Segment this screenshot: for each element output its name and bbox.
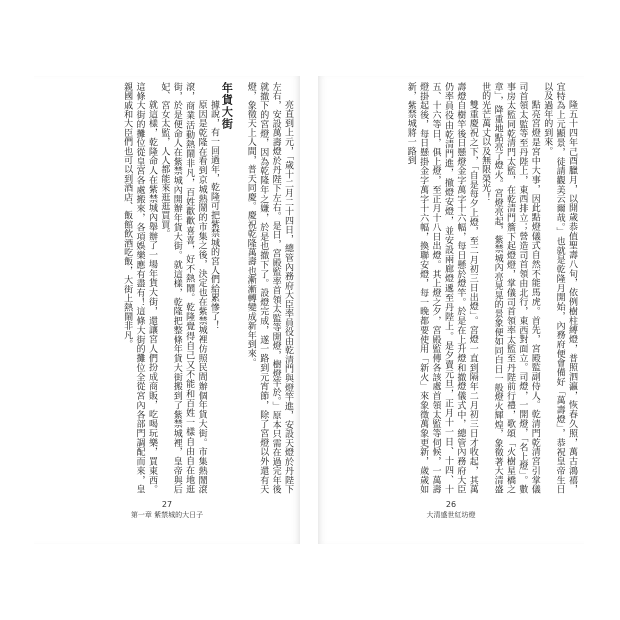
paragraph: 點亮宮燈是宮中大事，因此點燈儀式自然不能馬虎。首先，宮殿監副侍人。乾清門乾清宮引掌儀司首領太監等至丹陛上，東西排立；營造司首領由北行，東西對面立。司燈，一開燈，「名上燈」。數事房太監同乾清門太監，在乾清門簷下起燈燈，掌儀司首領率太監至丹陛前行禮，歌頌「火樹星橋之章」，降重地點亮了燈火。宮燈亮起，紫禁城內亮晃晃的景象便如同白日一般燈火輝煌，象徵著大清盛世的光芒萬丈以及無限榮光！ — [480, 82, 540, 494]
section-heading: 年貨大街 — [220, 82, 234, 130]
running-footer-chapter: 第一章 紫禁城的大日子 — [130, 511, 204, 519]
paragraph: 雙重慶祝之下，「自是每夕上燈，至二月初三日出燈」。宮燈一直到隔年二月初三日才收起，其萬壽燈自樹竿後日懸燈金字萬字十六幅，每日懸於燈竿。於是在上升燈和撤燈儀式中，總管內務府大臣仍率員役由乾清門進，撤燈安燈，並安設兩廊燈遞至丹陛上。是夕賣元旦，正月十一日、十四、十五、十六等日，俱上燈，至正月十八日出燈。其上燈之夕，宮殿監傳各該處首領太監等伺候，一萬壽燈掛起後，每日懸掛金字萬字十六幅，換聯安燈，每一晚都要使用「新火」來象徵萬象更新，歲歲如新，紫禁城將一路到 — [405, 82, 478, 494]
left-text-block — [40, 82, 294, 494]
paragraph: 原因是乾隆在看到京城熱鬧的市集之後，決定也在紫禁城裡仿照民間辦個年貨大街。市集熱鬧滾滾，商業活動熱鬧非凡，百姓歡歡喜喜，好不熱鬧。乾隆覺得自己又不能和百姓一樣自由自在地逛街，於是便命人在紫禁城內開辦年貨大街。就這樣，乾隆把整條年貨大街搬到了紫禁城裡，皇帝與后妃、宮女太監，人人都能來逛逛買買。 — [159, 82, 207, 494]
page-number: 27 — [161, 500, 173, 509]
paragraph: 亮直到上元，「歲十二月二十四日，總管內務府大臣率員役由乾清門與燈竿進，安設天燈於丹陛下左右，安設萬壽燈於丹陛下左右。是日，宮殿監率首領太監等開燈，樹燈竿於。」原本只需在過完年後就撤下的宮燈，因為乾隆年之嫌，於是也撤下了。設燈完成，遂一路到元宵節，除了宮燈以外還有天燈，象徵天上人間，普天同慶。慶祝乾隆萬壽也漸漸轉變成新年到來。 — [245, 82, 293, 494]
right-text-block — [324, 82, 578, 494]
right-footer — [318, 500, 584, 520]
paragraph: 就這樣，乾隆命人在紫禁城內舉辦了一場年貨大街，還讓宮人們扮成商販，吃喝玩樂，買東西。這條大街的攤位從皇宮各處搬來，各項娛樂應有盡有！這條大街的攤位全從宮內各部門調配而來，皇親國戚和大臣們也可以到酒店、飯館飲酒吃飯，大街上熱鬧非凡。 — [122, 82, 157, 494]
page-number: 26 — [445, 500, 457, 509]
paragraph: 據說，有一回過年，乾隆可把紫禁城的宮人們給累慘了！ — [208, 100, 219, 330]
left-page — [34, 76, 300, 544]
left-footer — [34, 500, 300, 520]
paragraph: 隆五十四年己酉臘月，以開歲恭值聖壽八旬，依例樹柱縛燈，普照泗瀛，恢春久照，萬古鴻禧，宜特為上元顯景，徒請觀美云爾哉。」也就是乾隆月開始，內務府便會備好「萬壽燈」，恭祝皇帝生日以及過年的到來。 — [542, 82, 577, 494]
right-page — [318, 76, 584, 544]
running-footer-chapter: 大清盛世紅坊燈 — [426, 511, 476, 519]
